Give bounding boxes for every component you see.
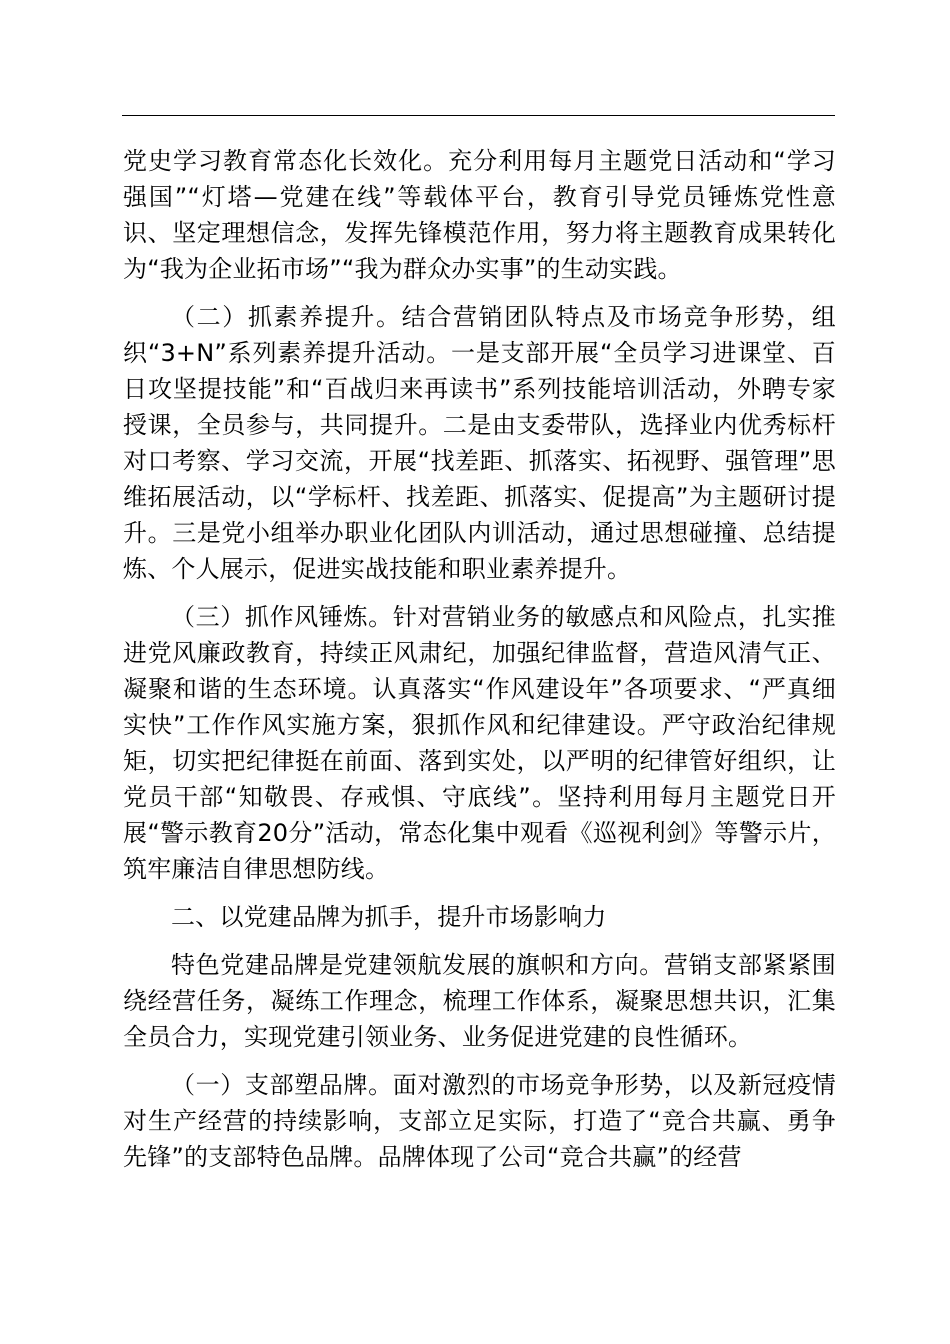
section-heading-brand: 二、以党建品牌为抓手，提升市场影响力 xyxy=(171,903,607,931)
paragraph-continuation: 党史学习教育常态化长效化。充分利用每月主题党日活动和“学习强国”“灯塔—党建在线”等载体平台，教育引导党员锤炼党性意识、坚定理想信念，发挥先锋模范作用，努力将主题教育成果转化为“我为企业拓市场”“我为群众办实事”的生动实践。 xyxy=(123,147,836,283)
paragraph-work-style: （三）抓作风锤炼。针对营销业务的敏感点和风险点，扎实推进党风廉政教育，持续正风肃纪，加强纪律监督，营造风清气正、凝聚和谐的生态环境。认真落实“作风建设年”各项要求、“严真细实快”工作作风实施方案，狠抓作风和纪律建设。严守政治纪律规矩，切实把纪律挺在前面、落到实处，以严明的纪律管好组织，让党员干部“知敬畏、存戒惧、守底线”。坚持利用每月主题党日开展“警示教育20分”活动，常态化集中观看《巡视利剑》等警示片，筑牢廉洁自律思想防线。 xyxy=(123,603,836,883)
header-rule xyxy=(122,115,835,116)
document-body xyxy=(123,143,836,1187)
paragraph-branch-brand: （一）支部塑品牌。面对激烈的市场竞争形势，以及新冠疫情对生产经营的持续影响，支部立足实际，打造了“竞合共赢、勇争先锋”的支部特色品牌。品牌体现了公司“竞合共赢”的经营 xyxy=(123,1071,836,1171)
paragraph-brand-intro: 特色党建品牌是党建领航发展的旗帜和方向。营销支部紧紧围绕经营任务，凝练工作理念，梳理工作体系，凝聚思想共识，汇集全员合力，实现党建引领业务、业务促进党建的良性循环。 xyxy=(123,951,836,1051)
paragraph-quality-improvement: （二）抓素养提升。结合营销团队特点及市场竞争形势，组织“3+N”系列素养提升活动。一是支部开展“全员学习进课堂、百日攻坚提技能”和“百战归来再读书”系列技能培训活动，外聘专家授课，全员参与，共同提升。二是由支委带队，选择业内优秀标杆对口考察、学习交流，开展“找差距、抓落实、拓视野、强管理”思维拓展活动，以“学标杆、找差距、抓落实、促提高”为主题研讨提升。三是党小组举办职业化团队内训活动，通过思想碰撞、总结提炼、个人展示，促进实战技能和职业素养提升。 xyxy=(123,303,836,583)
